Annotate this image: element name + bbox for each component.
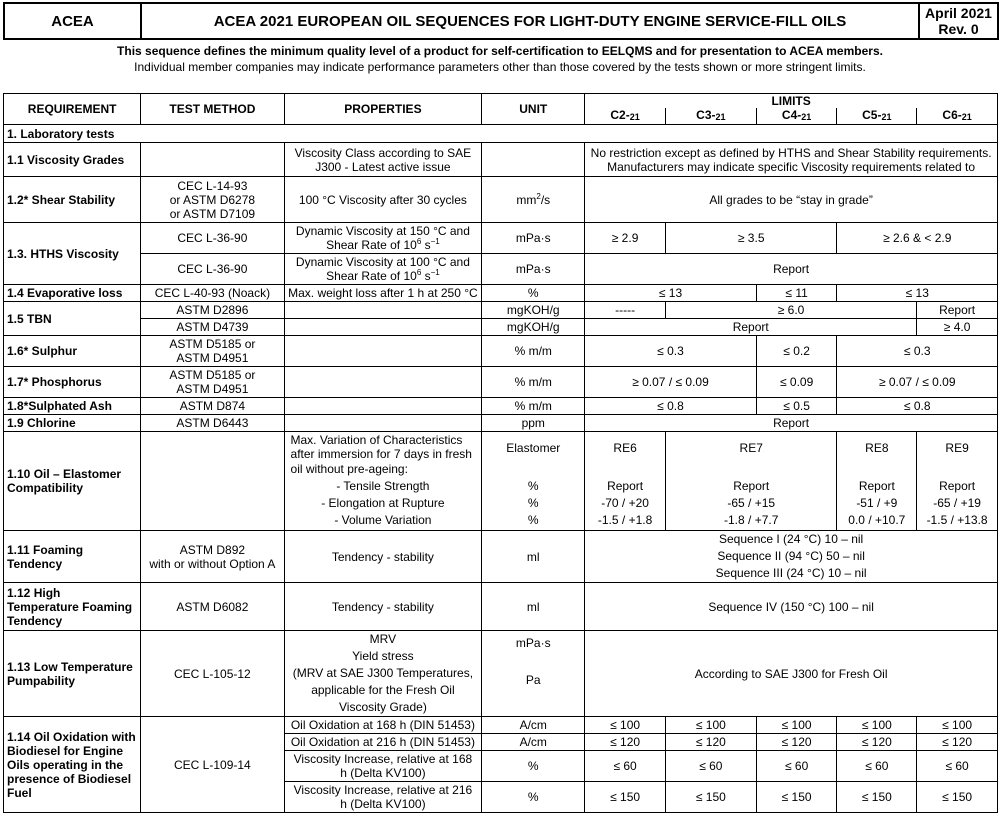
header-revision [919,3,998,39]
table-cell: ASTM D5185 or ASTM D4951 [141,367,284,398]
col-test-method: TEST METHOD [141,94,284,125]
col-unit: UNIT [482,94,585,125]
table-cell: ----- [585,302,666,319]
table-cell: ≤ 0.09 [756,367,837,398]
table-cell: % [482,782,585,813]
table-row [4,398,998,415]
table-row [4,302,998,319]
table-cell: Dynamic Viscosity at 150 °C and Shear Rate of $10^6$ $s^{-1}$ [284,223,482,254]
table-cell: ≤ 120 [665,734,756,751]
table-cell: 1.2* Shear Stability [4,177,141,223]
table-cell: ≤ 150 [665,782,756,813]
table-cell: ≥ 0.07 / ≤ 0.09 [837,367,998,398]
table-cell: 1.13 Low Temperature Pumpability [4,631,141,717]
table-cell: 1.4 Evaporative loss [4,285,141,302]
table-cell: ≤ 60 [585,751,666,782]
table-cell: ≥ 2.9 [585,223,666,254]
table-cell: ≤ 150 [837,782,917,813]
header-title: ACEA 2021 EUROPEAN OIL SEQUENCES FOR LIGHT-DUTY ENGINE SERVICE-FILL OILS [141,3,919,39]
table-cell: A/cm [482,717,585,734]
table-cell: ≥ 4.0 [917,319,998,336]
table-row [4,432,998,531]
table-cell: 1.5 TBN [4,302,141,336]
table-row [4,285,998,302]
table-cell: Report [585,415,998,432]
table-cell: ASTM D892 with or without Option A [141,531,284,583]
table-cell: CEC L-36-90 [141,254,284,285]
table-cell: ml [482,531,585,583]
table-row [4,717,998,734]
table-cell: Oil Oxidation at 168 h (DIN 51453) [284,717,482,734]
table-cell: 100 °C Viscosity after 30 cycles [284,177,482,223]
col-class-c2: $C2-_{21}$ [585,108,666,125]
table-cell: ≤ 120 [917,734,998,751]
table-cell [284,415,482,432]
table-cell: ≤ 100 [665,717,756,734]
table-cell: mPa·s [482,254,585,285]
table-cell: ≤ 120 [585,734,666,751]
table-row [4,143,998,177]
column-header-row [4,94,998,109]
table-cell: RE8 Report -51 / +9 0.0 / +10.7 [837,432,917,531]
table-cell: ≤ 60 [756,751,837,782]
table-cell: Oil Oxidation at 216 h (DIN 51453) [284,734,482,751]
intro-line-2: Individual member companies may indicate performance parameters other than those covered by the tests shown or more stringent limits. [134,60,866,74]
table-cell: ≤ 100 [837,717,917,734]
table-cell: CEC L-14-93 or ASTM D6278 or ASTM D7109 [141,177,284,223]
table-cell: ASTM D6443 [141,415,284,432]
table-cell: ≤ 0.2 [756,336,837,367]
table-cell: mPa·s [482,223,585,254]
table-cell: Tendency - stability [284,583,482,631]
table-cell: ≤ 0.3 [837,336,998,367]
table-cell: % [482,285,585,302]
table-cell: Report [585,319,917,336]
header-rev: Rev. 0 [938,21,979,37]
header-date: April 2021 [925,5,992,21]
table-cell [141,432,284,531]
intro-text [0,43,1000,75]
table-cell: CEC L-109-14 [141,717,284,813]
spec-table [3,93,998,813]
table-cell: ≤ 0.5 [756,398,837,415]
table-cell: Viscosity Class according to SAE J300 - Latest active issue [284,143,482,177]
table-cell: Tendency - stability [284,531,482,583]
table-cell [284,398,482,415]
table-cell: ≥ 3.5 [665,223,837,254]
table-cell: 1.8*Sulphated Ash [4,398,141,415]
table-row [4,336,998,367]
table-row [4,319,998,336]
col-requirement: REQUIREMENT [4,94,141,125]
table-row [4,367,998,398]
header-org: ACEA [4,3,141,39]
table-cell: All grades to be “stay in grade” [585,177,998,223]
table-cell: ≤ 13 [837,285,998,302]
table-cell: ≤ 0.3 [585,336,757,367]
table-cell: $mm^2/s$ [482,177,585,223]
section-row [4,125,998,143]
table-cell: Elastomer % % % [482,432,585,531]
col-properties: PROPERTIES [284,94,482,125]
table-cell: ≤ 100 [756,717,837,734]
table-cell: % m/m [482,367,585,398]
intro-line-1: This sequence defines the minimum quality level of a product for self-certification to EELQMS and for presentation to ACEA members. [117,44,883,58]
table-cell: ≥ 6.0 [665,302,916,319]
table-cell: ≤ 120 [756,734,837,751]
table-cell: ≤ 60 [665,751,756,782]
table-cell: 1.6* Sulphur [4,336,141,367]
table-cell: ASTM D4739 [141,319,284,336]
table-cell: Max. weight loss after 1 h at 250 °C [284,285,482,302]
table-cell [482,143,585,177]
table-cell: mgKOH/g [482,302,585,319]
table-row [4,254,998,285]
table-cell: ≤ 0.8 [585,398,757,415]
col-limits: LIMITS [585,94,998,109]
table-cell: 1.11 Foaming Tendency [4,531,141,583]
table-cell [284,367,482,398]
table-cell: RE7 Report -65 / +15 -1.8 / +7.7 [665,432,837,531]
table-cell: Dynamic Viscosity at 100 °C and Shear Rate of $10^6$ $s^{-1}$ [284,254,482,285]
table-cell: Report [585,254,998,285]
table-cell: ≤ 100 [585,717,666,734]
table-cell: MRV Yield stress (MRV at SAE J300 Temperatures, applicable for the Fresh Oil Viscosity Grade) [284,631,482,717]
table-cell: RE6 Report -70 / +20 -1.5 / +1.8 [585,432,666,531]
table-row [4,415,998,432]
table-cell: ASTM D6082 [141,583,284,631]
table-row [4,631,998,717]
table-row [4,177,998,223]
col-class-c3: $C3-_{21}$ [665,108,756,125]
table-row [4,531,998,583]
table-cell: A/cm [482,734,585,751]
table-cell: % m/m [482,336,585,367]
table-cell: Report [917,302,998,319]
table-cell: ≤ 60 [837,751,917,782]
table-cell: ≤ 150 [585,782,666,813]
table-cell [284,336,482,367]
table-cell: CEC L-36-90 [141,223,284,254]
table-cell: ≤ 11 [756,285,837,302]
table-cell: ≤ 150 [756,782,837,813]
table-cell: 1.12 High Temperature Foaming Tendency [4,583,141,631]
table-cell: ≤ 0.8 [837,398,998,415]
table-cell [284,302,482,319]
table-row [4,223,998,254]
table-cell: ml [482,583,585,631]
table-cell: Viscosity Increase, relative at 168 h (Delta KV100) [284,751,482,782]
table-cell: ppm [482,415,585,432]
table-cell: ≥ 2.6 & < 2.9 [837,223,998,254]
table-cell: ≥ 0.07 / ≤ 0.09 [585,367,757,398]
table-cell [284,319,482,336]
table-cell: According to SAE J300 for Fresh Oil [585,631,998,717]
section-title: 1. Laboratory tests [4,125,998,143]
table-cell: ASTM D2896 [141,302,284,319]
table-cell: ≤ 150 [917,782,998,813]
table-cell: Max. Variation of Characteristics after immersion for 7 days in fresh oil without pre-ageing: - Tensile Strength - Elongation at Rupture - Volume Variation [284,432,482,531]
table-cell: RE9 Report -65 / +19 -1.5 / +13.8 [917,432,998,531]
table-cell: ≤ 60 [917,751,998,782]
table-cell: CEC L-105-12 [141,631,284,717]
table-cell: 1.9 Chlorine [4,415,141,432]
table-cell: ASTM D5185 or ASTM D4951 [141,336,284,367]
table-cell: CEC L-40-93 (Noack) [141,285,284,302]
table-cell: 1.7* Phosphorus [4,367,141,398]
table-cell: % [482,751,585,782]
col-class-c5: $C5-_{21}$ [837,108,917,125]
table-cell: mPa·s Pa [482,631,585,717]
table-cell: 1.1 Viscosity Grades [4,143,141,177]
table-cell: No restriction except as defined by HTHS and Shear Stability requirements. Manufacturers may indicate specific Viscosity requirements related to [585,143,998,177]
table-cell: ≤ 100 [917,717,998,734]
table-cell: ≤ 13 [585,285,757,302]
table-cell: Viscosity Increase, relative at 216 h (Delta KV100) [284,782,482,813]
table-cell: 1.10 Oil – Elastomer Compatibility [4,432,141,531]
table-cell: % m/m [482,398,585,415]
col-class-c6: $C6-_{21}$ [917,108,998,125]
table-cell: ASTM D874 [141,398,284,415]
table-cell: Sequence IV (150 °C) 100 – nil [585,583,998,631]
table-cell [141,143,284,177]
table-row [4,583,998,631]
table-cell: 1.14 Oil Oxidation with Biodiesel for Engine Oils operating in the presence of Biodiesel Fuel [4,717,141,813]
document-header [3,2,999,40]
table-cell: 1.3. HTHS Viscosity [4,223,141,285]
table-cell: mgKOH/g [482,319,585,336]
col-class-c4: $C4-_{21}$ [756,108,837,125]
table-cell: ≤ 120 [837,734,917,751]
table-cell: Sequence I (24 °C) 10 – nil Sequence II (94 °C) 50 – nil Sequence III (24 °C) 10 – nil [585,531,998,583]
